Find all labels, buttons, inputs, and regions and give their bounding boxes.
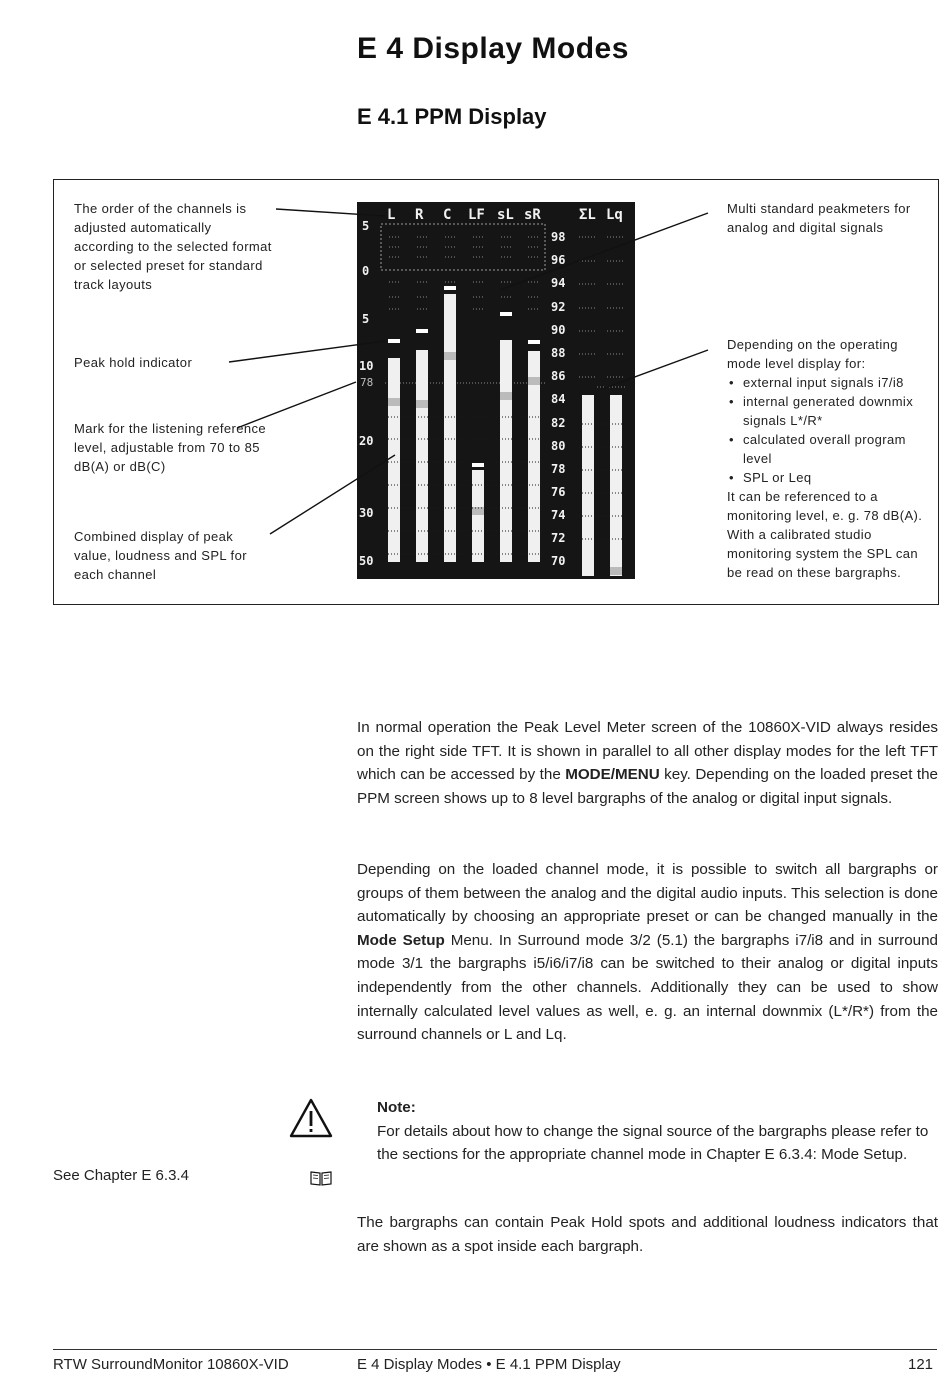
scale-label-left: 20 (359, 434, 374, 448)
bar-sigma-l (582, 395, 594, 576)
book-icon (310, 1170, 332, 1186)
bar-lq (610, 395, 622, 576)
list-item: • internal generated downmix signals L*/R* (727, 392, 927, 430)
footer-rule (53, 1349, 937, 1350)
warning-icon (288, 1097, 334, 1139)
annotation-channel-order: The order of the channels is adjusted automatically according to the selected format or selected preset for standard track layouts (74, 201, 272, 292)
scale-label-right: 74 (551, 508, 566, 522)
scale-label-right: 86 (551, 369, 566, 383)
note-text: For details about how to change the signal source of the bargraphs please refer to the sections for the appropriate channel mode in Chapter E 6.3.4: Mode Setup. (377, 1122, 929, 1164)
annotation-level-intro: Depending on the operating mode level display for: (727, 337, 898, 371)
annotation-multi-standard: Multi standard peakmeters for analog and digital signals (727, 201, 911, 235)
chapter-title: E 4 Display Modes (357, 32, 629, 65)
scale-label-right: 90 (551, 323, 566, 337)
list-item: • SPL or Leq (727, 468, 927, 487)
mode-setup-menu: Mode Setup (357, 931, 445, 949)
scale-label-right: 80 (551, 439, 566, 453)
peak-hold-indicator (388, 339, 400, 343)
paragraph-2 (357, 858, 938, 1047)
annotation-peak-hold: Peak hold indicator (74, 355, 193, 370)
scale-label-right: 76 (551, 485, 566, 499)
channel-label: ΣL (579, 207, 596, 223)
scale-label-right: 92 (551, 300, 566, 314)
scale-label-left: 0 (362, 264, 370, 278)
scale-label-right: 72 (551, 531, 566, 545)
scale-label-right: 70 (551, 554, 566, 568)
peak-hold-indicator (528, 340, 540, 344)
scale-label-left: 5 (362, 312, 370, 326)
bar-r (416, 350, 428, 562)
scale-label-left: 10 (359, 359, 374, 373)
footer-section: E 4 Display Modes • E 4.1 PPM Display (357, 1356, 621, 1373)
list-item: • calculated overall program level (727, 430, 927, 468)
mode-menu-key: MODE/MENU (565, 766, 660, 784)
scale-label-left: 50 (359, 554, 374, 568)
scale-label-left: 30 (359, 506, 374, 520)
channel-label: sR (524, 207, 541, 223)
annotation-level-modes (727, 335, 927, 582)
side-reference: See Chapter E 6.3.4 (53, 1167, 189, 1184)
annotation-level-outro: It can be referenced to a monitoring level, e. g. 78 dB(A). With a calibrated studio monitoring system the SPL can be read on these bargraphs. (727, 489, 923, 580)
bar-sl (500, 340, 512, 562)
list-item: • external input signals i7/i8 (727, 373, 927, 392)
peak-hold-indicator (444, 286, 456, 290)
footer-product: RTW SurroundMonitor 10860X-VID (53, 1356, 289, 1373)
paragraph-1-text-b: key. Depending on the loaded preset the PPM screen shows up to 8 level bargraphs of the analog or digital input signals. (357, 766, 938, 807)
channel-label: C (443, 207, 452, 223)
page-number: 121 (908, 1356, 934, 1373)
note-block (377, 1096, 938, 1167)
paragraph-1 (357, 716, 938, 810)
scale-label-right: 78 (551, 462, 566, 476)
bar-c (444, 294, 456, 562)
channel-label: Lq (606, 207, 623, 223)
scale-label-left: 5 (362, 219, 370, 233)
scale-label-right: 96 (551, 253, 566, 267)
paragraph-3 (357, 1211, 938, 1258)
paragraph-2-text-a: Depending on the loaded channel mode, it is possible to switch all bargraphs or groups of them between the analog and the digital audio inputs. This selection is done automatically by choosing an appropriate preset or can be changed manually in the (357, 861, 938, 926)
scale-label-right: 88 (551, 346, 566, 360)
channel-label: R (415, 207, 424, 223)
scale-label-right: 84 (551, 392, 566, 406)
annotation-combined-display: Combined display of peak value, loudness and SPL for each channel (74, 529, 247, 582)
channel-label: sL (497, 207, 514, 223)
channel-label: LF (468, 207, 485, 223)
annotation-reference-mark: Mark for the listening reference level, adjustable from 70 to 85 dB(A) or dB(C) (74, 421, 266, 474)
ppm-meter-screen (357, 202, 635, 579)
paragraph-1-text-a: In normal operation the Peak Level Meter screen of the 10860X-VID always resides on the right side TFT. It is shown in parallel to all other display modes for the left TFT which can be accessed by the (357, 719, 938, 784)
annotation-level-list (727, 373, 927, 487)
note-title: Note: (377, 1099, 416, 1116)
scale-label-right: 98 (551, 230, 566, 244)
reference-level-mark: 78 (360, 376, 374, 389)
paragraph-3-text: The bargraphs can contain Peak Hold spots and additional loudness indicators that are shown as a spot inside each bargraph. (357, 1214, 938, 1255)
scale-label-right: 94 (551, 276, 566, 290)
peak-hold-indicator (500, 312, 512, 316)
section-title: E 4.1 PPM Display (357, 104, 547, 129)
peak-hold-indicator (472, 463, 484, 467)
bar-lf (472, 470, 484, 562)
paragraph-2-text-b: Menu. In Surround mode 3/2 (5.1) the bargraphs i7/i8 and in surround mode 3/1 the bargraphs i5/i6/i7/i8 can be switched to their analog or digital inputs independently from the other channels. Additionally they can be used to show internally calculated level values as well, e. g. an internal downmix (L*/R*) from the surround channels or L and Lq. (357, 931, 938, 1044)
peak-hold-indicator (416, 329, 428, 333)
scale-label-right: 82 (551, 416, 566, 430)
channel-label: L (387, 207, 396, 223)
